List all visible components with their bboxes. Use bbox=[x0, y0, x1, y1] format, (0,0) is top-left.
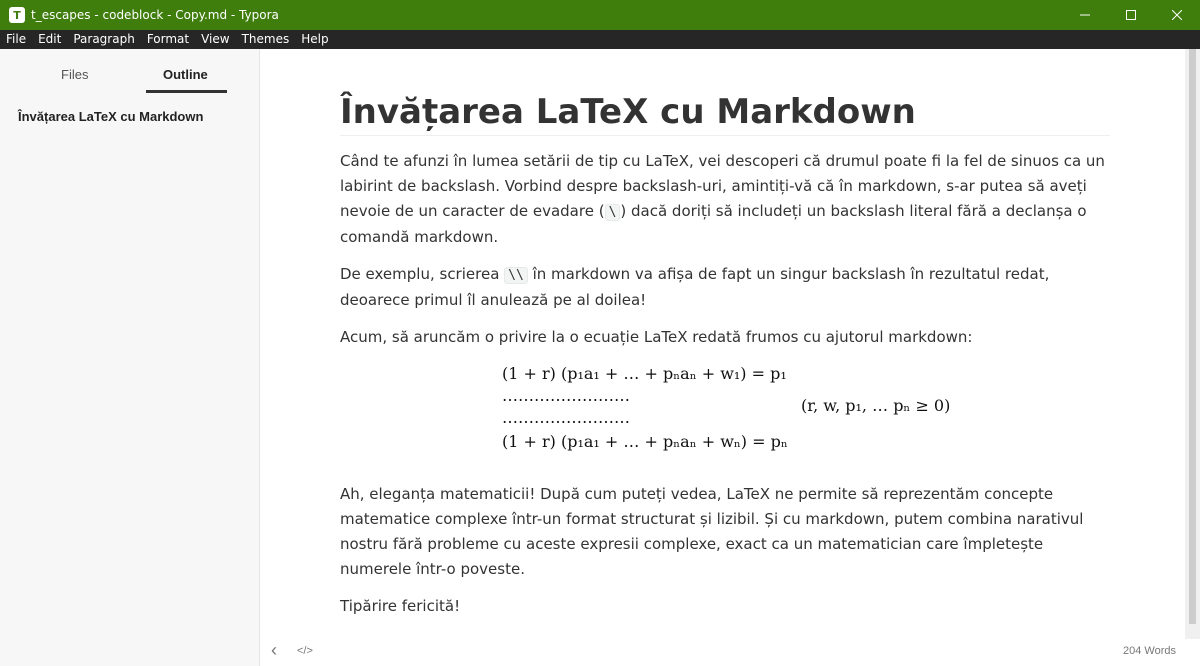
minimize-icon bbox=[1080, 10, 1090, 20]
toggle-sidebar-icon[interactable]: ‹ bbox=[271, 640, 277, 660]
word-count[interactable]: 204 Words bbox=[1123, 645, 1176, 657]
maximize-button[interactable] bbox=[1108, 0, 1154, 30]
tab-outline[interactable]: Outline bbox=[163, 67, 208, 82]
window-controls bbox=[1062, 0, 1200, 30]
menu-paragraph[interactable]: Paragraph bbox=[73, 32, 135, 46]
math-line-4: (1 + r) (p₁a₁ + … + pₙaₙ + wₙ) = pₙ bbox=[502, 432, 788, 451]
menu-view[interactable]: View bbox=[201, 32, 230, 46]
menu-bar bbox=[0, 30, 1200, 49]
math-block[interactable] bbox=[340, 362, 1110, 470]
inline-code-backslash: \ bbox=[605, 204, 621, 221]
menu-help[interactable]: Help bbox=[301, 32, 329, 46]
paragraph-3[interactable]: Acum, să aruncăm o privire la o ecuație LaTeX redată frumos cu ajutorul markdown: bbox=[340, 328, 973, 346]
typora-app-icon: T bbox=[9, 7, 25, 23]
window-title: t_escapes - codeblock - Copy.md - Typora bbox=[31, 8, 279, 22]
sidebar-tabs bbox=[0, 49, 260, 93]
outline-item-heading[interactable]: Învățarea LaTeX cu Markdown bbox=[18, 109, 204, 124]
active-tab-indicator bbox=[146, 90, 227, 93]
editor-scrollbar[interactable] bbox=[1185, 49, 1200, 639]
p2-text-before: De exemplu, scrierea bbox=[340, 265, 505, 283]
math-line-1: (1 + r) (p₁a₁ + … + pₙaₙ + w₁) = p₁ bbox=[502, 364, 787, 383]
sidebar bbox=[0, 49, 260, 666]
menu-file[interactable]: File bbox=[6, 32, 27, 46]
math-line-2: …………………… bbox=[502, 386, 630, 405]
close-button[interactable] bbox=[1154, 0, 1200, 30]
menu-edit[interactable]: Edit bbox=[38, 32, 62, 46]
paragraph-5[interactable]: Tipărire fericită! bbox=[340, 597, 461, 615]
p1-text-before: Când te afunzi în lumea setării de tip cu LaTeX, vei descoperi că drumul poate fi la fel de sinuos ca un labirint de backslash. Vorbind despre backslash-uri, amintiți-vă că în markdown, s-ar putea să aveți nevoie de un caracter de evadare ( bbox=[340, 152, 1105, 220]
paragraph-4[interactable]: Ah, eleganța matematicii! După cum puteți vedea, LaTeX ne permite să reprezentăm concepte matematice complexe într-un format structurat și lizibil. Și cu markdown, putem combina narativul nostru fără probleme cu aceste expresii complexe, exact ca un matematician care împletește numerele într-o poveste. bbox=[340, 485, 1084, 578]
math-line-3: …………………… bbox=[502, 408, 630, 427]
menu-format[interactable]: Format bbox=[146, 32, 190, 46]
scrollbar-thumb[interactable] bbox=[1189, 49, 1196, 624]
p1-text-after: ) dacă doriți să includeți un backslash literal fără a declanșa o comandă markdown. bbox=[340, 202, 1087, 246]
status-bar bbox=[261, 639, 1200, 666]
paragraph-1[interactable] bbox=[340, 149, 1110, 250]
inline-code-double-backslash: \\ bbox=[504, 267, 528, 284]
minimize-button[interactable] bbox=[1062, 0, 1108, 30]
paragraph-2[interactable] bbox=[340, 262, 1110, 313]
p2-text-after: în markdown va afișa de fapt un singur backslash în rezultatul redat, deoarece primul îl anulează pe al doilea! bbox=[340, 265, 1050, 309]
tab-files[interactable]: Files bbox=[61, 67, 89, 82]
document-content bbox=[340, 91, 1110, 631]
title-bar bbox=[0, 0, 1200, 30]
math-condition: (r, w, p₁, … pₙ ≥ 0) bbox=[801, 396, 951, 415]
maximize-icon bbox=[1126, 10, 1136, 20]
menu-themes[interactable]: Themes bbox=[241, 32, 290, 46]
editor-area[interactable] bbox=[261, 49, 1185, 639]
document-heading[interactable]: Învățarea LaTeX cu Markdown bbox=[340, 91, 1110, 136]
close-icon bbox=[1172, 10, 1182, 20]
source-code-mode-icon[interactable]: </> bbox=[297, 645, 313, 657]
